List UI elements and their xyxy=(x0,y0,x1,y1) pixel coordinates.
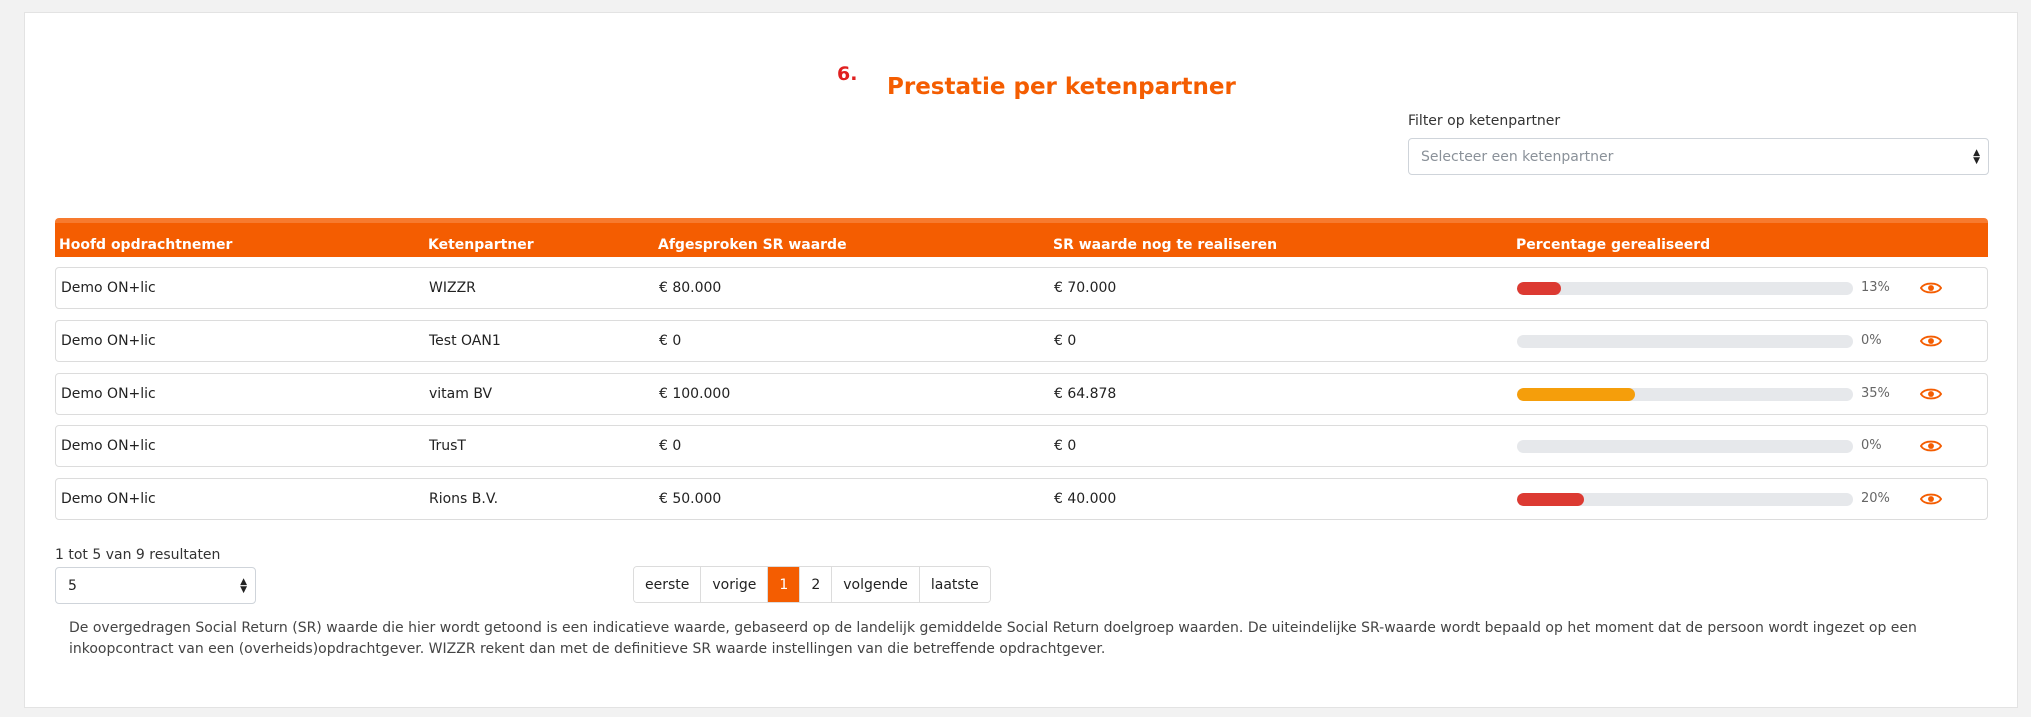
page-2-button[interactable]: 2 xyxy=(800,567,832,602)
section-number: 6. xyxy=(837,63,858,85)
filter-label: Filter op ketenpartner xyxy=(1408,113,1561,129)
header-ketenpartner[interactable]: Ketenpartner xyxy=(428,237,534,253)
cell-partner: Test OAN1 xyxy=(429,333,501,349)
eye-icon[interactable] xyxy=(1920,333,1942,349)
progress-bar xyxy=(1517,335,1853,348)
page-next-button[interactable]: volgende xyxy=(832,567,920,602)
header-percentage[interactable]: Percentage gerealiseerd xyxy=(1516,237,1711,253)
page-prev-button[interactable]: vorige xyxy=(701,567,768,602)
percent-label: 13% xyxy=(1861,280,1890,295)
cell-partner: vitam BV xyxy=(429,386,493,402)
cell-partner: TrusT xyxy=(429,438,466,454)
cell-nog: € 0 xyxy=(1054,333,1077,349)
header-sr-nog-te-realiseren[interactable]: SR waarde nog te realiseren xyxy=(1053,237,1278,253)
pagination xyxy=(633,566,991,603)
results-count: 1 tot 5 van 9 resultaten xyxy=(55,547,221,563)
percent-label: 0% xyxy=(1861,438,1882,453)
table-row xyxy=(55,373,1988,415)
progress-bar xyxy=(1517,388,1853,401)
cell-hoofd: Demo ON+lic xyxy=(61,386,156,402)
cell-nog: € 40.000 xyxy=(1054,491,1117,507)
cell-hoofd: Demo ON+lic xyxy=(61,280,156,296)
page-first-button[interactable]: eerste xyxy=(634,567,701,602)
table-row xyxy=(55,478,1988,520)
progress-bar xyxy=(1517,440,1853,453)
progress-bar xyxy=(1517,493,1853,506)
progress-fill xyxy=(1517,282,1561,295)
updown-chevron-icon: ▲ ▼ xyxy=(240,576,247,595)
table-header xyxy=(55,218,1988,257)
page-last-button[interactable]: laatste xyxy=(920,567,990,602)
filter-placeholder: Selecteer een ketenpartner xyxy=(1421,148,1614,165)
cell-nog: € 70.000 xyxy=(1054,280,1117,296)
cell-nog: € 0 xyxy=(1054,438,1077,454)
ketenpartner-filter-select[interactable] xyxy=(1408,138,1989,175)
cell-afgesproken: € 0 xyxy=(659,333,682,349)
percent-label: 0% xyxy=(1861,333,1882,348)
progress-fill xyxy=(1517,388,1635,401)
header-afgesproken-sr[interactable]: Afgesproken SR waarde xyxy=(658,237,847,253)
progress-bar xyxy=(1517,282,1853,295)
cell-nog: € 64.878 xyxy=(1054,386,1117,402)
cell-afgesproken: € 80.000 xyxy=(659,280,722,296)
progress-fill xyxy=(1517,493,1584,506)
section-title: Prestatie per ketenpartner xyxy=(887,74,1236,100)
per-page-value: 5 xyxy=(68,577,77,594)
header-hoofd-opdrachtnemer[interactable]: Hoofd opdrachtnemer xyxy=(59,237,233,253)
eye-icon[interactable] xyxy=(1920,491,1942,507)
table-row xyxy=(55,425,1988,467)
per-page-select[interactable] xyxy=(55,567,256,604)
eye-icon[interactable] xyxy=(1920,438,1942,454)
cell-afgesproken: € 50.000 xyxy=(659,491,722,507)
cell-hoofd: Demo ON+lic xyxy=(61,491,156,507)
table-row xyxy=(55,267,1988,309)
eye-icon[interactable] xyxy=(1920,386,1942,402)
cell-afgesproken: € 0 xyxy=(659,438,682,454)
page-1-button[interactable]: 1 xyxy=(768,567,800,602)
cell-afgesproken: € 100.000 xyxy=(659,386,731,402)
percent-label: 35% xyxy=(1861,386,1890,401)
cell-partner: Rions B.V. xyxy=(429,491,499,507)
cell-hoofd: Demo ON+lic xyxy=(61,438,156,454)
cell-partner: WIZZR xyxy=(429,280,476,296)
sr-disclaimer: De overgedragen Social Return (SR) waarde die hier wordt getoond is een indicatieve waarde, gebaseerd op de landelijk gemiddelde Social Return doelgroep waarden. De uiteindelijke SR-waarde wordt bepaald op het moment dat de persoon wordt ingezet op een inkoopcontract van een (overheids)opdrachtgever. WIZZR rekent dan met de definitieve SR waarde instellingen van die betreffende opdrachtgever. xyxy=(69,620,1917,657)
updown-chevron-icon: ▲ ▼ xyxy=(1973,147,1980,166)
cell-hoofd: Demo ON+lic xyxy=(61,333,156,349)
percent-label: 20% xyxy=(1861,491,1890,506)
eye-icon[interactable] xyxy=(1920,280,1942,296)
table-row xyxy=(55,320,1988,362)
